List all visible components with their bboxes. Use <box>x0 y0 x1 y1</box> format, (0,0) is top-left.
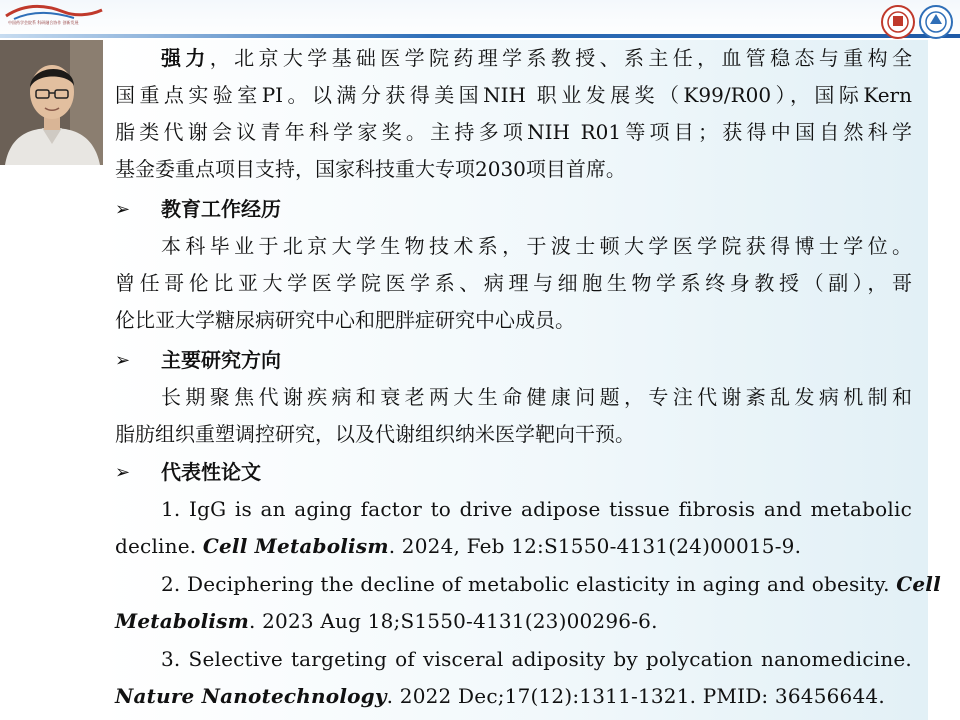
paper-2-line-1: 2. Deciphering the decline of metabolic elasticity in aging and obesity. Cell <box>161 572 941 596</box>
education-line-2: 曾任哥伦比亚大学医学院医学系、病理与细胞生物学系终身教授（副），哥 <box>115 271 912 295</box>
header-color-band <box>0 34 960 38</box>
ribbon-logo-icon <box>4 2 104 22</box>
arrow-bullet-icon: ➢ <box>115 462 131 483</box>
section-heading: 教育工作经历 <box>161 197 281 221</box>
paper-1-line-1: 1. IgG is an aging factor to drive adipose tissue fibrosis and metabolic <box>161 497 912 521</box>
partner-logos <box>880 4 956 44</box>
journal-name: Metabolism <box>115 609 250 633</box>
person-portrait-icon <box>0 40 103 165</box>
education-line-3: 伦比亚大学糖尿病研究中心和肥胖症研究中心成员。 <box>115 308 575 332</box>
section-heading: 代表性论文 <box>161 460 261 484</box>
journal-name: Cell <box>896 572 941 596</box>
university-seal-icon <box>882 6 914 38</box>
paper-2-line-2: Metabolism. 2023 Aug 18;S1550-4131(23)00296-6. <box>115 609 658 633</box>
research-line-1: 长期聚焦代谢疾病和衰老两大生命健康问题，专注代谢紊乱发病机制和 <box>161 385 912 409</box>
bio-line-3: 脂类代谢会议青年科学家奖。主持多项NIH R01等项目；获得中国自然科学 <box>115 120 912 144</box>
society-logo <box>4 2 104 34</box>
journal-name: Nature Nanotechnology <box>115 684 387 708</box>
arrow-bullet-icon: ➢ <box>115 199 131 220</box>
paper-3-line-1: 3. Selective targeting of visceral adiposity by polycation nanomedicine. <box>161 647 912 671</box>
education-line-1: 本科毕业于北京大学生物技术系，于波士顿大学医学院获得博士学位。 <box>161 234 912 258</box>
society-seal-icon <box>920 6 952 38</box>
paper-3-line-2: Nature Nanotechnology. 2022 Dec;17(12):1311-1321. PMID: 36456644. <box>115 684 885 708</box>
person-name: 强力 <box>161 46 210 70</box>
bio-line-2: 国重点实验室PI。以满分获得美国NIH 职业发展奖（K99/R00），国际Kern <box>115 83 912 107</box>
paper-1-line-2: decline. Cell Metabolism. 2024, Feb 12:S1550-4131(24)00015-9. <box>115 534 802 558</box>
bio-line-4: 基金委重点项目支持，国家科技重大专项2030项目首席。 <box>115 157 626 181</box>
portrait-photo <box>0 40 103 165</box>
arrow-bullet-icon: ➢ <box>115 350 131 371</box>
journal-name: Cell Metabolism <box>202 534 389 558</box>
research-line-2: 脂肪组织重塑调控研究，以及代谢组织纳米医学靶向干预。 <box>115 422 635 446</box>
logo-tagline: 中国药学会院系 科研融合协作 创新发展 <box>8 20 79 25</box>
section-heading: 主要研究方向 <box>161 348 281 372</box>
slide-header <box>0 0 960 40</box>
bio-line-1: 强力，北京大学基础医学院药理学系教授、系主任，血管稳态与重构全 <box>161 46 913 70</box>
